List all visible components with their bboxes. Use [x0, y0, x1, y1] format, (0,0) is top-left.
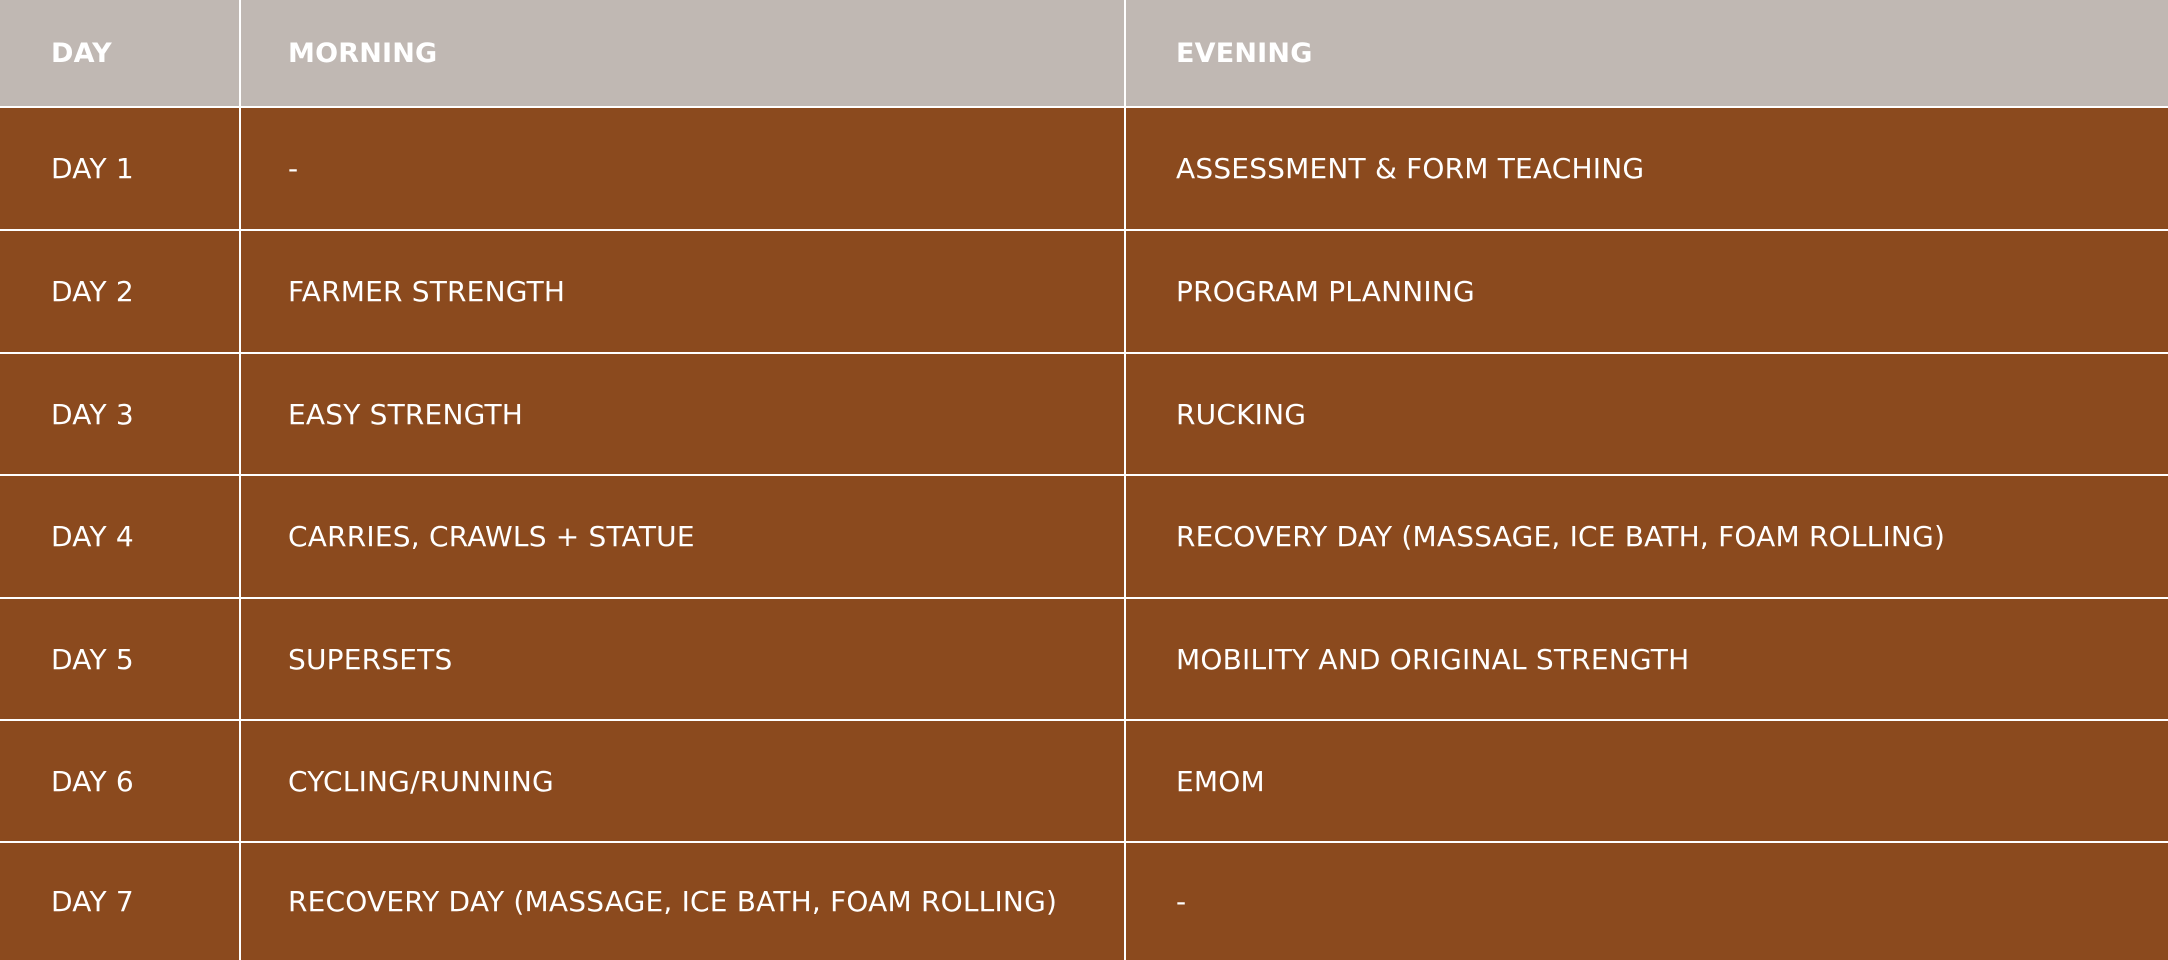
morning-cell: RECOVERY DAY (MASSAGE, ICE BATH, FOAM ROLLING)	[241, 843, 1124, 960]
header-evening: EVENING	[1126, 0, 2168, 106]
morning-cell: FARMER STRENGTH	[241, 231, 1124, 352]
evening-cell: -	[1126, 843, 2168, 960]
day-cell: DAY 3	[0, 354, 239, 474]
morning-cell: CARRIES, CRAWLS + STATUE	[241, 476, 1124, 597]
evening-cell: ASSESSMENT & FORM TEACHING	[1126, 108, 2168, 229]
table-row	[0, 476, 2168, 597]
evening-cell: RUCKING	[1126, 354, 2168, 474]
evening-cell: EMOM	[1126, 721, 2168, 841]
table-row	[0, 231, 2168, 352]
morning-cell: CYCLING/RUNNING	[241, 721, 1124, 841]
header-day: DAY	[0, 0, 239, 106]
table-row	[0, 108, 2168, 229]
header-morning: MORNING	[241, 0, 1124, 106]
evening-cell: PROGRAM PLANNING	[1126, 231, 2168, 352]
morning-cell: -	[241, 108, 1124, 229]
day-cell: DAY 6	[0, 721, 239, 841]
table-row	[0, 721, 2168, 841]
day-cell: DAY 1	[0, 108, 239, 229]
morning-cell: EASY STRENGTH	[241, 354, 1124, 474]
table-header-row	[0, 0, 2168, 106]
day-cell: DAY 4	[0, 476, 239, 597]
table-row	[0, 843, 2168, 960]
morning-cell: SUPERSETS	[241, 599, 1124, 719]
day-cell: DAY 7	[0, 843, 239, 960]
table-row	[0, 354, 2168, 474]
evening-cell: MOBILITY AND ORIGINAL STRENGTH	[1126, 599, 2168, 719]
day-cell: DAY 5	[0, 599, 239, 719]
day-cell: DAY 2	[0, 231, 239, 352]
table-row	[0, 599, 2168, 719]
evening-cell: RECOVERY DAY (MASSAGE, ICE BATH, FOAM ROLLING)	[1126, 476, 2168, 597]
